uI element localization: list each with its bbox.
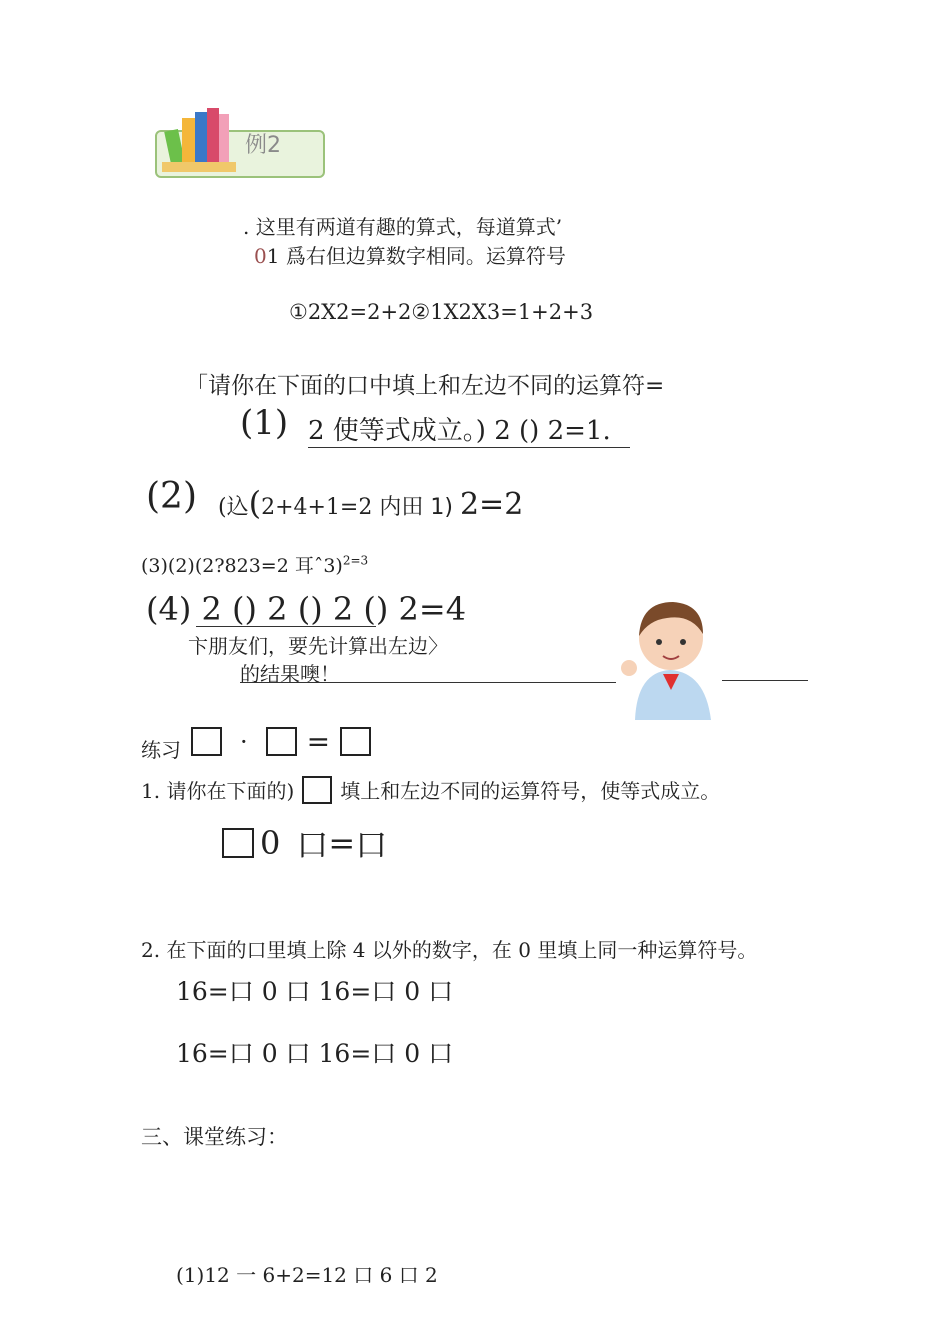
practice-item-2-row-2: 16=口 0 口 16=口 0 口 — [176, 1039, 454, 1068]
answer-box[interactable] — [302, 776, 332, 804]
practice-item-1: 1. 请你在下面的) 填上和左边不同的运算符号，使等式成立。 — [141, 775, 720, 804]
practice-item-2: 2. 在下面的口里填上除 4 以外的数字，在 0 里填上同一种运算符号。 — [141, 938, 758, 962]
answer-box[interactable] — [191, 727, 222, 756]
q4-text: (4) 2 () 2 () 2 () 2=4 — [146, 590, 467, 628]
bubble-line-2: 的结果噢！ — [240, 662, 340, 686]
q3-text: (3)(2)(2?823=2 耳ˆ3)$^{2=3}$ — [141, 553, 369, 577]
q1-number: (1) — [240, 403, 289, 443]
books-icon — [160, 104, 240, 176]
q4-underline — [196, 626, 376, 627]
bubble-line-1: 卞朋友们，要先计算出左边〉 — [188, 634, 448, 658]
practice-item-1-equation: 0 口 = 口 — [222, 820, 387, 866]
task-instruction: 「请你在下面的口中填上和左边不同的运算符= — [185, 373, 665, 399]
bubble-underline-right — [722, 680, 808, 681]
intro-formula: ①2X2=2+2②1X2X3=1+2+3 — [289, 300, 594, 324]
boy-illustration — [615, 594, 725, 720]
bubble-underline-left — [240, 682, 616, 683]
q1-text: 2 使等式成立。) 2 () 2=1. — [308, 410, 630, 448]
intro-line-2: 01 爲右但边算数字相同。运算符号 — [254, 244, 566, 268]
intro-line-1: . 这里有两道有趣的算式，每道算式’ — [243, 215, 563, 239]
example-label: 例2 — [245, 133, 281, 158]
q2-number: (2) — [146, 476, 197, 517]
practice-row: 练习 · = — [141, 720, 371, 763]
q2-text: (込(2+4+1=2 内田 1) 2=2 — [218, 484, 524, 522]
practice-item-2-row-1: 16=口 0 口 16=口 0 口 — [176, 977, 454, 1006]
section-3-heading: 三、课堂练习： — [141, 1125, 288, 1149]
answer-box[interactable] — [266, 727, 297, 756]
answer-box[interactable] — [222, 828, 254, 858]
section-3-item-1: (1)12 一 6+2=12 口 6 口 2 — [176, 1263, 438, 1287]
answer-box[interactable] — [340, 727, 371, 756]
